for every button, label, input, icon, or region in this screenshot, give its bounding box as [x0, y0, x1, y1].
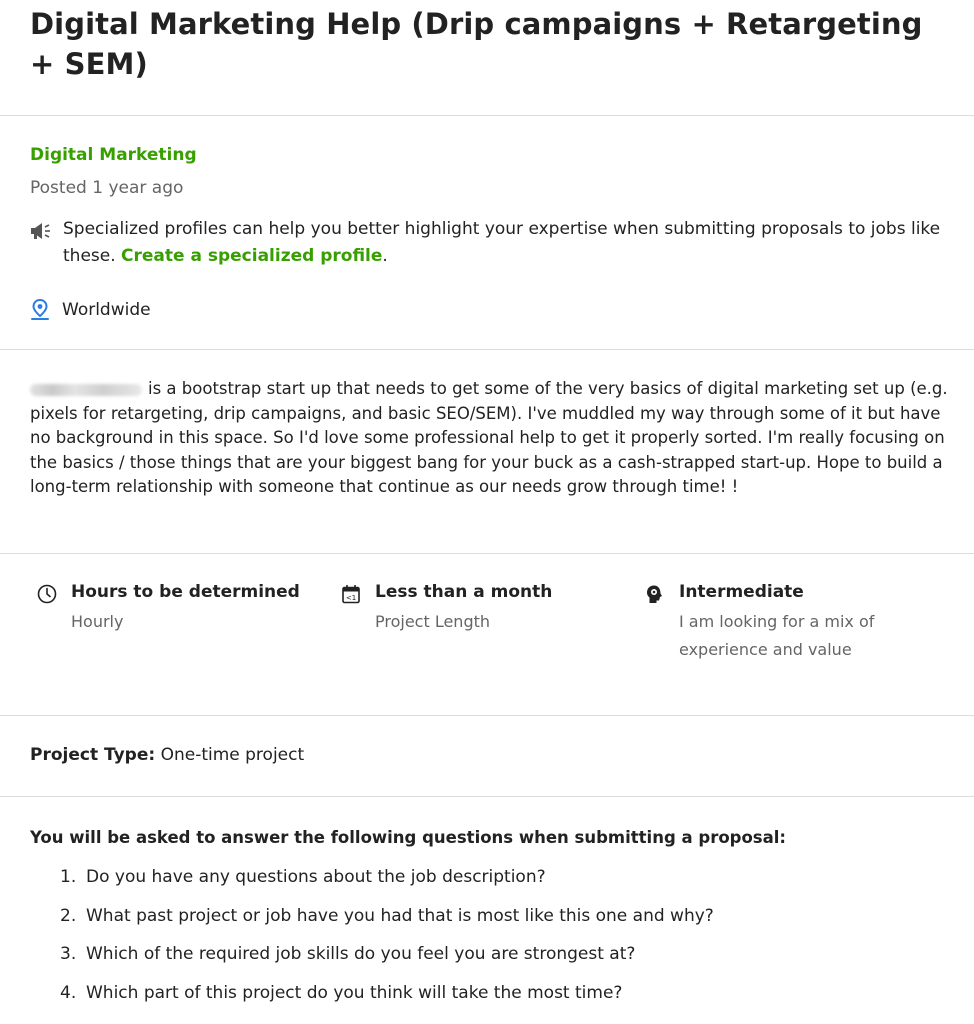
questions-list	[60, 858, 940, 1012]
job-title: Digital Marketing Help (Drip campaigns + Retargeting + SEM)	[30, 7, 923, 81]
svg-text:<1: <1	[345, 594, 357, 602]
create-specialized-profile-link[interactable]: Create a specialized profile	[121, 246, 383, 266]
specialized-profile-tip	[30, 216, 950, 270]
category-link[interactable]: Digital Marketing	[30, 145, 197, 165]
question-text: What past project or job have you had that is most like this one and why?	[86, 905, 714, 926]
feature-title: Intermediate	[679, 582, 804, 602]
question-number: 2.	[60, 905, 77, 926]
question-item	[60, 935, 940, 974]
tip-text: Specialized profiles can help you better highlight your expertise when submitting proposals to jobs like these.	[63, 219, 941, 266]
question-text: Which part of this project do you think will take the most time?	[86, 982, 623, 1003]
feature-title: Hours to be determined	[71, 582, 300, 602]
feature-subtitle: Project Length	[375, 612, 491, 631]
client-location	[30, 299, 151, 321]
feature-subtitle: Hourly	[71, 612, 124, 631]
divider	[0, 349, 974, 350]
divider	[0, 553, 974, 554]
megaphone-icon	[30, 222, 52, 240]
divider	[0, 796, 974, 797]
head-gear-icon	[645, 584, 665, 604]
question-item	[60, 858, 940, 897]
redacted-company-name	[30, 384, 142, 396]
question-text: Do you have any questions about the job description?	[86, 867, 546, 888]
job-description	[30, 377, 950, 500]
divider	[0, 115, 974, 116]
question-text: Which of the required job skills do you feel you are strongest at?	[86, 944, 636, 965]
question-item	[60, 974, 940, 1013]
project-type-value: One-time project	[160, 745, 305, 765]
divider	[0, 715, 974, 716]
location-label: Worldwide	[62, 300, 151, 320]
question-number: 3.	[60, 944, 77, 965]
question-item	[60, 897, 940, 936]
question-number: 1.	[60, 867, 77, 888]
posted-time: Posted 1 year ago	[30, 178, 184, 198]
description-text: is a bootstrap start up that needs to get some of the very basics of digital marketing set up (e.g. pixels for retargeting, drip campaigns, and basic SEO/SEM). I've muddled my way through some of it but have no background in this space. So I'd love some professional help to get it properly sorted. I'm really focusing on the basics / those things that are your biggest bang for your buck as a cash-strapped start-up. Hope to build a long-term relationship with someone that continue as our needs grow through time! !	[30, 379, 948, 497]
project-type	[30, 745, 304, 765]
feature-title: Less than a month	[375, 582, 553, 602]
feature-subtitle: I am looking for a mix of experience and value	[679, 612, 875, 659]
project-type-label: Project Type:	[30, 745, 156, 765]
calendar-icon	[341, 584, 361, 604]
question-number: 4.	[60, 982, 77, 1003]
location-pin-icon	[30, 299, 50, 321]
tip-punctuation: .	[382, 246, 388, 266]
clock-icon	[37, 584, 57, 604]
questions-header: You will be asked to answer the following questions when submitting a proposal:	[30, 828, 787, 847]
